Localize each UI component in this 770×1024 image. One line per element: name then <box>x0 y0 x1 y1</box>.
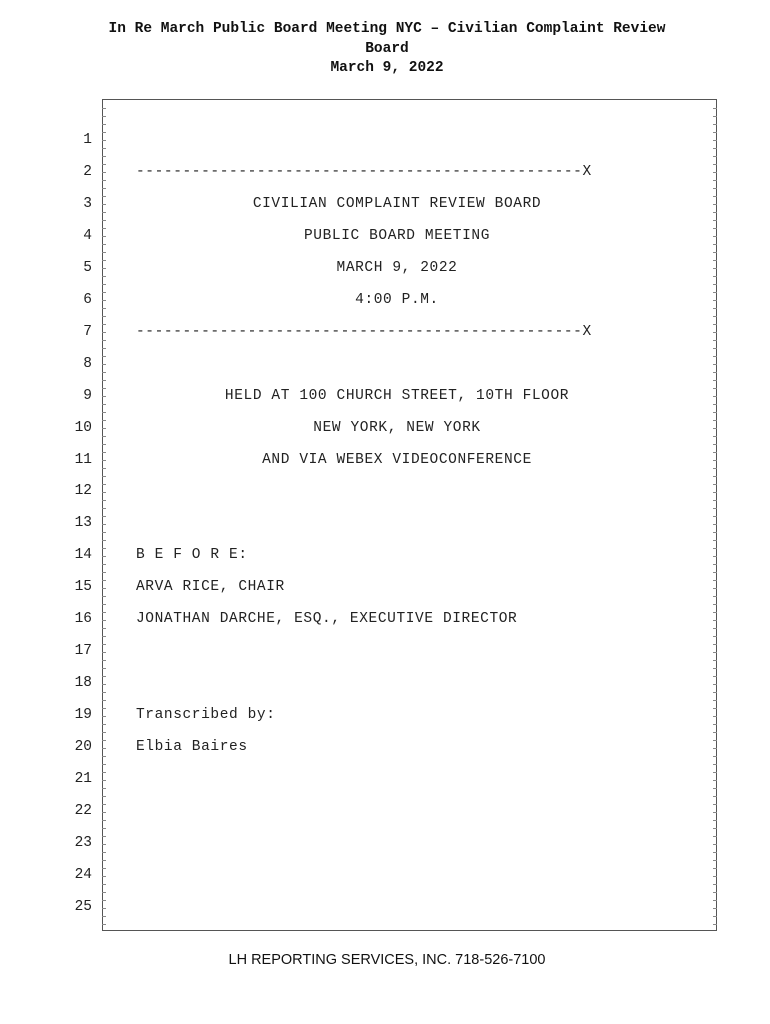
frame-tick <box>102 116 106 117</box>
line-text: CIVILIAN COMPLAINT REVIEW BOARD <box>252 195 542 212</box>
frame-tick <box>713 156 717 157</box>
line-number: 20 <box>74 739 92 756</box>
transcript-line <box>0 771 770 791</box>
transcript-line <box>0 292 770 312</box>
frame-tick <box>102 892 106 893</box>
frame-tick <box>713 700 717 701</box>
transcript-line <box>0 867 770 887</box>
frame-tick <box>713 636 717 637</box>
frame-tick <box>713 732 717 733</box>
transcript-line <box>0 803 770 823</box>
frame-tick <box>713 572 717 573</box>
line-number: 10 <box>74 419 92 436</box>
frame-tick <box>713 188 717 189</box>
frame-tick <box>102 476 106 477</box>
line-number: 5 <box>83 259 92 276</box>
transcript-line <box>0 420 770 440</box>
line-text: MARCH 9, 2022 <box>336 259 458 276</box>
frame-tick <box>713 380 717 381</box>
transcript-line <box>0 611 770 631</box>
frame-tick <box>102 924 106 925</box>
transcript-line <box>0 707 770 727</box>
line-text: B E F O R E: <box>136 547 248 564</box>
frame-tick <box>102 732 106 733</box>
transcript-line <box>0 132 770 152</box>
frame-tick <box>713 892 717 893</box>
frame-tick <box>713 316 717 317</box>
header-title-line1: In Re March Public Board Meeting NYC – Civilian Complaint Review <box>108 21 666 37</box>
footer-reporting-service: LH REPORTING SERVICES, INC. 718-526-7100 <box>228 952 546 968</box>
frame-tick <box>713 124 717 125</box>
line-text: ------------------------------------------------X <box>136 323 592 340</box>
frame-tick <box>102 508 106 509</box>
line-number: 15 <box>74 579 92 596</box>
frame-tick <box>102 348 106 349</box>
frame-tick <box>713 540 717 541</box>
frame-tick <box>102 412 106 413</box>
line-number: 7 <box>83 323 92 340</box>
frame-tick <box>102 124 106 125</box>
frame-tick <box>713 220 717 221</box>
line-number: 1 <box>83 132 92 148</box>
line-number: 19 <box>74 707 92 724</box>
transcript-line <box>0 675 770 695</box>
frame-tick <box>102 444 106 445</box>
frame-tick <box>102 604 106 605</box>
line-number: 13 <box>74 515 92 532</box>
frame-tick <box>713 924 717 925</box>
transcript-line <box>0 164 770 184</box>
line-text: NEW YORK, NEW YORK <box>313 419 481 436</box>
transcript-line <box>0 356 770 376</box>
line-text: PUBLIC BOARD MEETING <box>303 227 491 244</box>
frame-tick <box>713 108 717 109</box>
transcript-line <box>0 324 770 344</box>
transcript-line <box>0 228 770 248</box>
transcript-line <box>0 260 770 280</box>
frame-tick <box>713 764 717 765</box>
frame-tick <box>713 476 717 477</box>
frame-tick <box>713 668 717 669</box>
line-number: 8 <box>83 355 92 372</box>
frame-tick <box>102 636 106 637</box>
document-header <box>40 20 734 79</box>
line-text: Elbia Baires <box>136 739 248 756</box>
frame-tick <box>102 540 106 541</box>
transcript-line <box>0 452 770 472</box>
frame-tick <box>713 444 717 445</box>
frame-tick <box>713 508 717 509</box>
frame-tick <box>102 156 106 157</box>
frame-tick <box>102 252 106 253</box>
transcript-line <box>0 835 770 855</box>
line-number: 6 <box>83 291 92 308</box>
frame-tick <box>102 668 106 669</box>
line-number: 22 <box>74 802 92 819</box>
transcript-line <box>0 739 770 759</box>
header-date: March 9, 2022 <box>330 60 444 76</box>
frame-tick <box>713 828 717 829</box>
transcript-line <box>0 515 770 535</box>
frame-tick <box>102 220 106 221</box>
line-number: 11 <box>74 451 92 468</box>
frame-tick <box>713 284 717 285</box>
transcript-line <box>0 547 770 567</box>
transcript-line <box>0 899 770 919</box>
line-number: 21 <box>74 771 92 787</box>
frame-tick <box>102 380 106 381</box>
header-title-line2: Board <box>365 40 409 57</box>
line-number: 23 <box>74 834 92 851</box>
frame-tick <box>102 316 106 317</box>
transcript-line <box>0 388 770 408</box>
line-text: AND VIA WEBEX VIDEOCONFERENCE <box>262 451 532 468</box>
transcript-line <box>0 643 770 663</box>
frame-tick <box>102 828 106 829</box>
frame-tick <box>713 116 717 117</box>
frame-tick <box>713 348 717 349</box>
frame-tick <box>102 572 106 573</box>
line-number: 3 <box>83 195 92 212</box>
frame-tick <box>102 700 106 701</box>
frame-tick <box>713 252 717 253</box>
line-number: 25 <box>74 898 92 915</box>
line-number: 24 <box>74 866 92 883</box>
frame-tick <box>102 108 106 109</box>
line-number: 2 <box>83 163 92 180</box>
frame-tick <box>102 860 106 861</box>
line-number: 9 <box>83 387 92 404</box>
frame-tick <box>713 604 717 605</box>
frame-tick <box>102 764 106 765</box>
frame-tick <box>713 412 717 413</box>
line-number: 12 <box>74 483 92 500</box>
line-text: JONATHAN DARCHE, ESQ., EXECUTIVE DIRECTOR <box>136 611 518 628</box>
line-text: ------------------------------------------------X <box>136 163 592 180</box>
transcript-line <box>0 579 770 599</box>
line-text: Transcribed by: <box>136 707 276 724</box>
line-number: 18 <box>74 675 92 692</box>
frame-tick <box>713 796 717 797</box>
line-text: ARVA RICE, CHAIR <box>136 579 285 596</box>
line-text: 4:00 P.M. <box>355 291 439 308</box>
line-number: 4 <box>83 227 92 244</box>
line-number: 17 <box>74 643 92 660</box>
line-text: HELD AT 100 CHURCH STREET, 10TH FLOOR <box>224 387 570 404</box>
frame-tick <box>102 284 106 285</box>
line-number: 14 <box>74 547 92 564</box>
transcript-line <box>0 483 770 503</box>
frame-tick <box>713 860 717 861</box>
line-number: 16 <box>74 611 92 628</box>
frame-tick <box>102 188 106 189</box>
frame-tick <box>102 796 106 797</box>
transcript-line <box>0 196 770 216</box>
